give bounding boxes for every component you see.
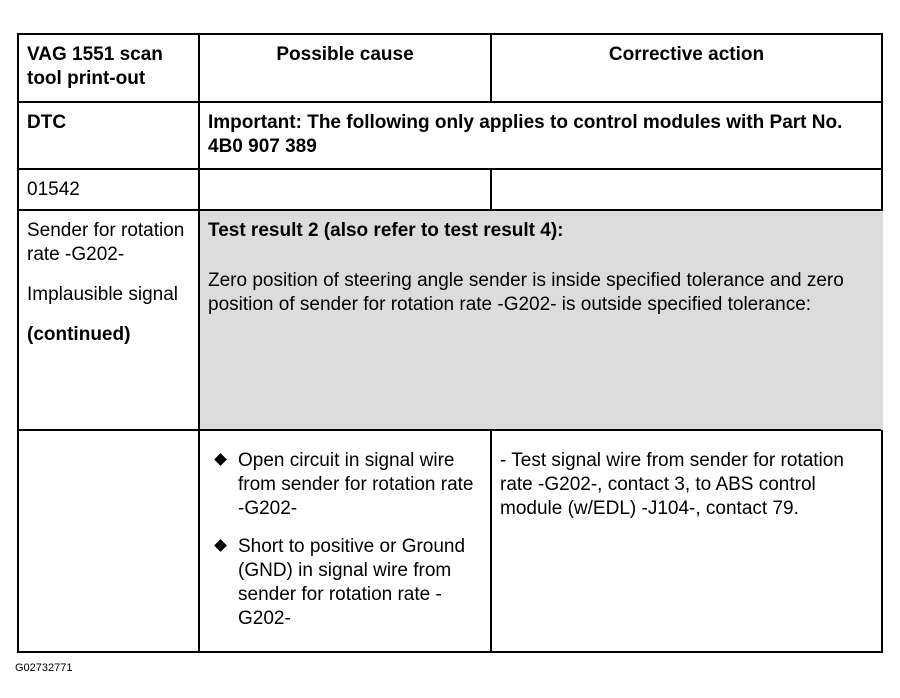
column-divider (490, 168, 492, 211)
header-scan-tool: VAG 1551 scan tool print-out (27, 44, 163, 89)
figure-id: G02732771 (15, 662, 73, 674)
dtc-label: DTC (27, 112, 67, 133)
cause-item: Short to positive or Ground (GND) in signal wire from sender for rotation rate -G202- (208, 535, 478, 631)
diamond-bullet-icon (214, 539, 227, 552)
dtc-code: 01542 (27, 179, 80, 200)
fault-component: Sender for rotation rate -G202- (27, 220, 185, 265)
header-possible-cause: Possible cause (276, 44, 414, 65)
possible-causes (200, 449, 490, 651)
cause-list (208, 449, 478, 631)
test-result-text: Zero position of steering angle sender is inside specified tolerance and zero position of sender for rotation rate -G202- is outside specified tolerance: (208, 270, 844, 315)
test-result (200, 211, 881, 429)
header-corrective-action: Corrective action (608, 44, 765, 65)
fault-description (19, 211, 198, 429)
test-result-title: Test result 2 (also refer to test result 4): (208, 220, 564, 241)
row-divider (19, 429, 881, 431)
corrective-action-text: - Test signal wire from sender for rotation rate -G202-, contact 3, to ABS control module (w/EDL) -J104-, contact 79. (500, 450, 844, 519)
diamond-bullet-icon (214, 453, 227, 466)
fault-type: Implausible signal (27, 284, 179, 305)
diagnostic-table (17, 33, 883, 653)
dtc-important-note: Important: The following only applies to control modules with Part No. 4B0 907 389 (208, 112, 843, 157)
cause-item: Open circuit in signal wire from sender for rotation rate -G202- (208, 449, 478, 521)
continued-label: (continued) (27, 324, 131, 345)
